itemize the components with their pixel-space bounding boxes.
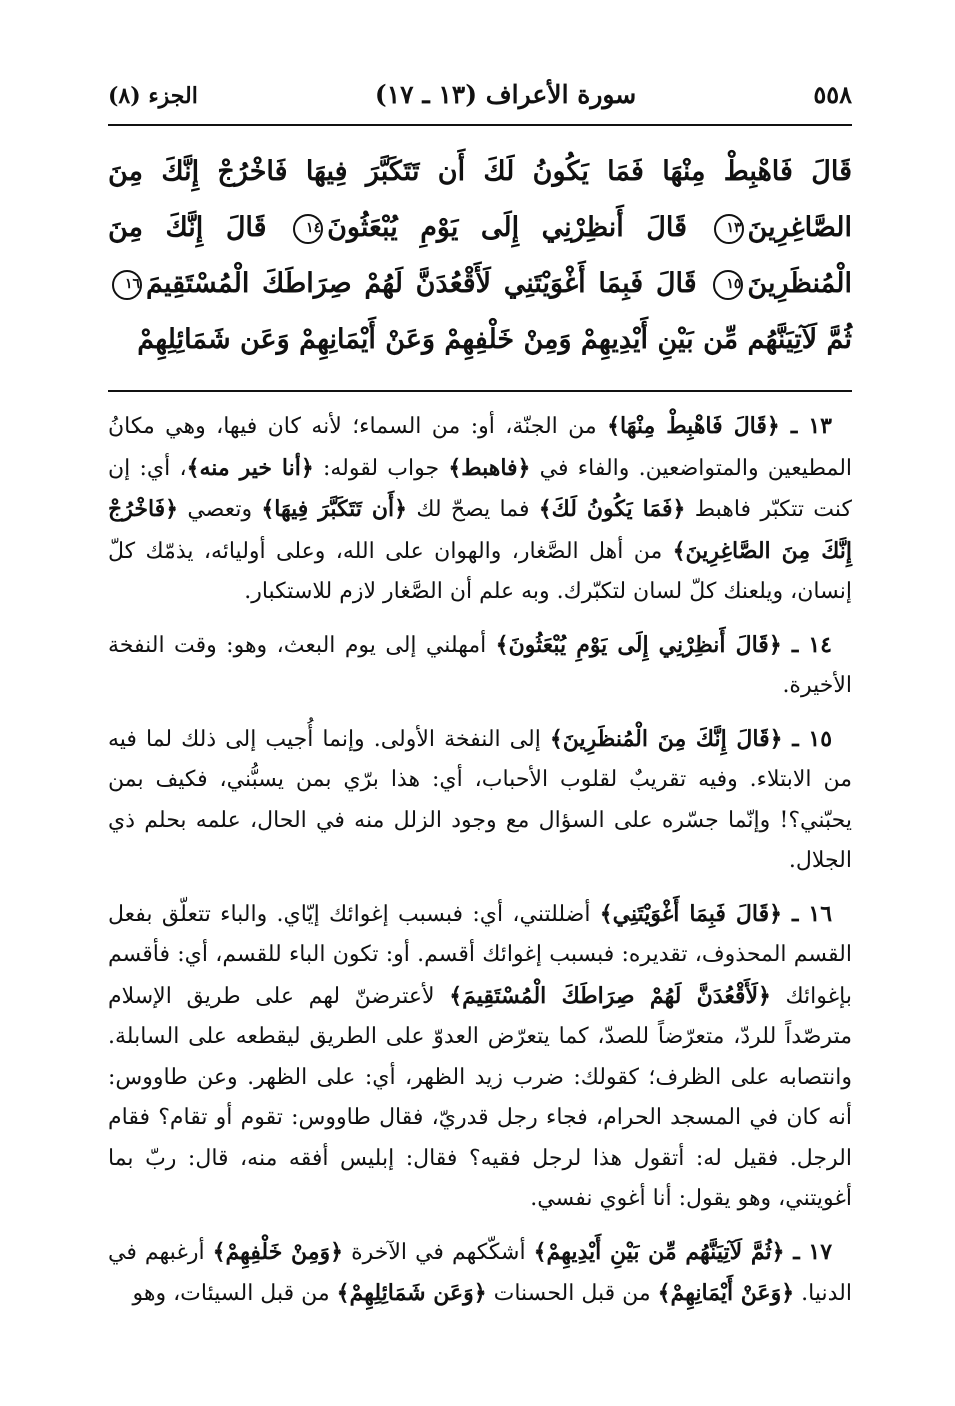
commentary-text: أمهلني إلى يوم البعث، وهو: وقت النفخة الأخيرة.	[108, 632, 852, 698]
quoted-verse: ﴿قَالَ إِنَّكَ مِنَ الْمُنظَرِينَ﴾	[549, 725, 783, 752]
quoted-verse: ﴿أنا خير منه﴾	[186, 454, 314, 481]
verse-reference-number: ١٤ ـ	[781, 631, 832, 658]
verse-number-marker: ١٦	[112, 270, 142, 300]
quoted-verse: ﴿وَعَن شَمَائِلِهِمْ﴾	[336, 1280, 487, 1306]
verse-reference-number: ١٥ ـ	[782, 725, 833, 752]
commentary-text: من قبل الحسنات	[486, 1281, 658, 1306]
juz-label: الجزء (٨)	[108, 83, 198, 109]
verse-number-marker: ١٥	[713, 270, 743, 300]
commentary-paragraph	[108, 719, 852, 882]
verse-number-marker: ١٣	[714, 214, 744, 244]
commentary-text: أرغبهم في الدنيا.	[108, 1239, 852, 1306]
quoted-verse: ﴿فاهبط﴾	[448, 454, 531, 481]
quoted-verse: ﴿قَالَ فَاهْبِطْ مِنْهَا﴾	[607, 413, 780, 439]
quoted-verse: ﴿وَعَنْ أَيْمَانِهِمْ﴾	[657, 1280, 795, 1306]
commentary-text: وتعصي	[178, 497, 262, 522]
verse-text: قَالَ فَاهْبِطْ مِنْهَا فَمَا يَكُونُ لَكَ أَن تَتَكَبَّرَ فِيهَا فَاخْرُجْ إِنَّكَ مِنَ الصَّاغِرِينَ	[108, 156, 852, 243]
verse-text: ثُمَّ لَآتِيَنَّهُم مِّن بَيْنِ أَيْدِيهِمْ وَمِنْ خَلْفِهِمْ وَعَنْ أَيْمَانِهِمْ وَعَن شَمَائِلِهِمْ	[137, 324, 852, 355]
commentary-body	[108, 406, 852, 1315]
verse-reference-number: ١٧ ـ	[784, 1238, 833, 1265]
separator-line	[108, 390, 852, 392]
page-header	[108, 80, 852, 126]
commentary-text: فما يصحّ لك	[407, 497, 539, 522]
commentary-text: من قبل السيئات، وهو	[132, 1281, 337, 1306]
quoted-verse: ﴿لَأَقْعُدَنَّ لَهُمْ صِرَاطَكَ الْمُسْتَقِيمَ﴾	[449, 982, 771, 1009]
commentary-text: لأعترضنّ لهم على طريق الإسلام مترصّداً للردّ، متعرّضاً للصدّ، كما يتعرّض العدوّ على الطريق ليقطعه على السابلة. وانتصابه على الظرف؛ كقولك: ضرب زيد الظهر، أي: على الظهر. وعن طاووس: أنه كان في المسجد الحرام، فجاء رجل قدريّ، فقال طاووس: تقوم أو تقام؟ فقام الرجل. فقيل له: أتقول هذا لرجل فقيه؟ فقال: إبليس أفقه منه، قال: ربّ بما أغويتني، وهو يقول: أنا أغوي نفسي.	[108, 983, 852, 1211]
verse-text: قَالَ إِنَّكَ مِنَ الْمُنظَرِينَ	[108, 212, 853, 299]
quoted-verse: ﴿ثُمَّ لَآتِيَنَّهُم مِّن بَيْنِ أَيْدِيهِمْ﴾	[533, 1238, 785, 1265]
page-number: ٥٥٨	[813, 80, 852, 109]
book-page	[108, 80, 852, 1327]
quoted-verse: ﴿وَمِنْ خَلْفِهِمْ﴾	[212, 1238, 344, 1265]
quoted-verse: ﴿قَالَ فَبِمَا أَغْوَيْتَنِي﴾	[599, 900, 782, 927]
commentary-paragraph	[108, 625, 852, 707]
quoted-verse: ﴿قَالَ أَنظِرْنِي إِلَى يَوْمِ يُبْعَثُونَ﴾	[495, 631, 782, 658]
commentary-text: جواب لقوله:	[313, 455, 449, 481]
surah-title: سورة الأعراف (١٣ ـ ١٧)	[374, 80, 637, 109]
quoted-verse: ﴿فَاخْرُجْ إِنَّكَ مِنَ الصَّاغِرِينَ﴾	[108, 496, 852, 564]
commentary-paragraph	[108, 894, 852, 1220]
commentary-paragraph	[108, 1232, 852, 1315]
quran-verses	[108, 144, 852, 368]
commentary-text: من الجنّة، أو: من السماء؛ لأنه كان فيها، وهي مكانُ المطيعين والمتواضعين. والفاء في	[108, 414, 853, 481]
commentary-text: إلى النفخة الأولى. وإنما أُجيب إلى ذلك لما فيه من الابتلاء. وفيه تقريبٌ لقلوب الأحباب، أي: هذا برّي بمن يسبُّني، فكيف بمن يحبّني؟! وإنّما جسّره على السؤال مع وجود الزلل منه في الحال، علمه بحلم ذي الجلال.	[108, 726, 852, 873]
commentary-text: ، أي: إن كنت تتكبّر فاهبط	[108, 455, 853, 522]
quoted-verse: ﴿فَمَا يَكُونُ لَكَ﴾	[538, 496, 686, 522]
verse-reference-number: ١٦ ـ	[782, 900, 833, 927]
quoted-verse: ﴿أَن تَتَكَبَّرَ فِيهَا﴾	[261, 496, 408, 522]
commentary-text: أضللتني، أي: فبسبب إغوائك إيّاي. والباء تتعلّق بفعل القسم المحذوف، تقديره: فبسبب إغوائك أقسم. أو: تكون الباء للقسم، أي: فأقسم بإغوائك	[108, 901, 852, 1009]
commentary-text: من أهل الصَّغار، والهوان على الله، وعلى أوليائه، يذمّك كلّ إنسان، ويلعنك كلّ لسان لتكبّرك. وبه علم أن الصَّغار لازم للاستكبار.	[108, 538, 852, 604]
verse-reference-number: ١٣ ـ	[779, 413, 832, 439]
commentary-text: أشكّكهم في الآخرة	[343, 1239, 534, 1265]
verse-number-marker: ١٤	[293, 214, 323, 244]
verse-text: قَالَ فَبِمَا أَغْوَيْتَنِي لَأَقْعُدَنَّ لَهُمْ صِرَاطَكَ الْمُسْتَقِيمَ	[146, 268, 697, 299]
commentary-paragraph	[108, 406, 852, 613]
verse-text: قَالَ أَنظِرْنِي إِلَى يَوْمِ يُبْعَثُونَ	[327, 212, 688, 243]
